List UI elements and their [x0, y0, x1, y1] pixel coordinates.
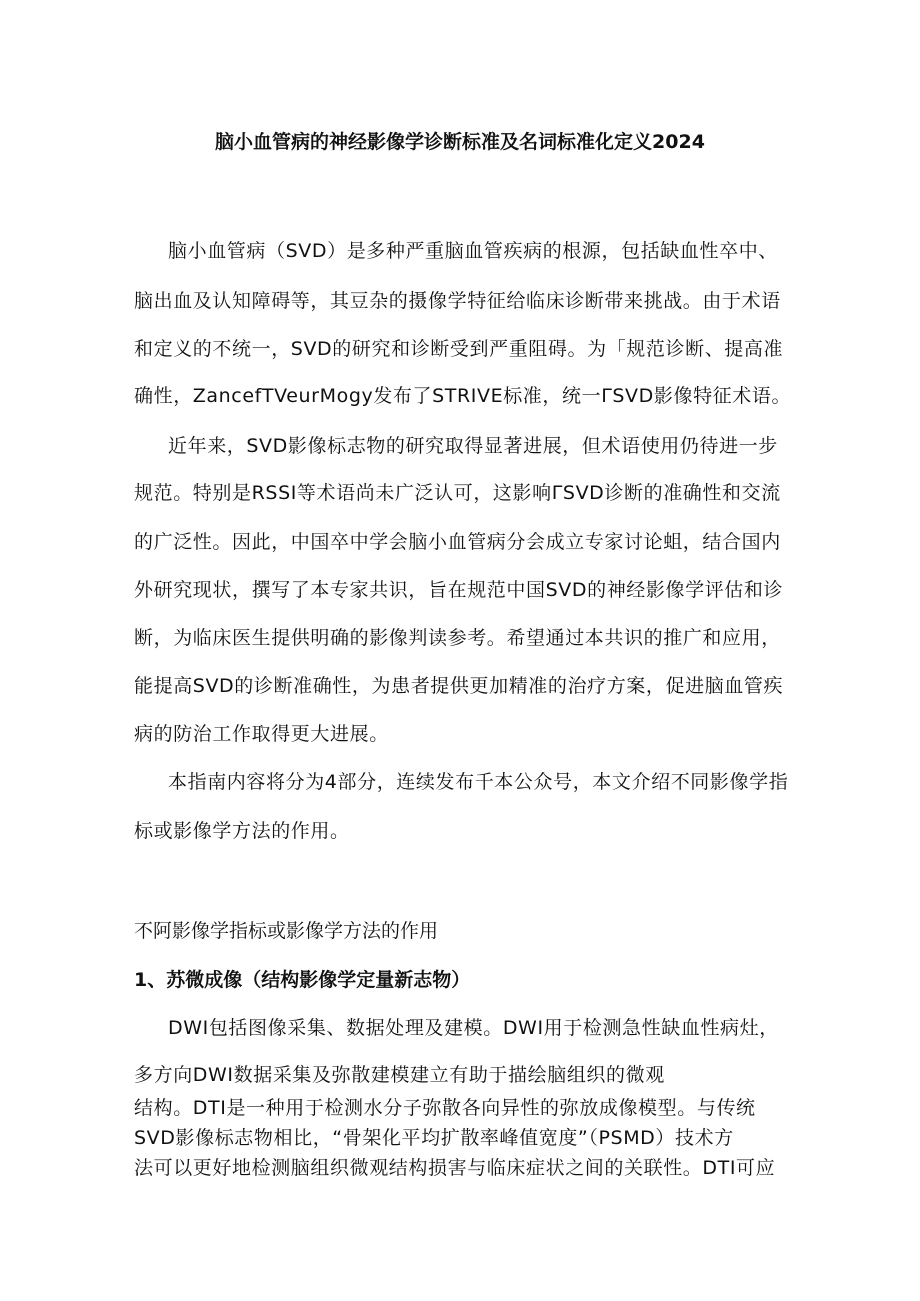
paragraph-line: 脑小血管病（SVD）是多种严重脑血管疾病的根源，包括缺血性卒中、: [168, 240, 778, 262]
body-line: 多方向DWI数据采集及弥散建模建立有助于描绘脑组织的微观: [134, 1064, 665, 1086]
subsection-heading: 1、苏微成像（结构影像学定量新志物）: [134, 969, 471, 991]
body-line: SVD影像标志物相比，“骨架化平均扩散率峰值宽度”（PSMD）技术方: [134, 1127, 734, 1149]
document-title: 脑小血管病的神经影像学诊断标准及名词标准化定义2024: [215, 131, 705, 153]
paragraph-line: 规范。特别是RSSI等术语尚未广泛认可，这影响ΓSVD诊断的准确性和交流: [134, 482, 781, 504]
paragraph-line: 能提高SVD的诊断准确性，为患者提供更加精准的治疗方案，促进脑血管疾: [134, 675, 784, 697]
section-heading: 不阿影像学指标或影像学方法的作用: [134, 920, 439, 942]
paragraph-line: 断，为临床医生提供明确的影像判读参考。希望通过本共识的推广和应用，: [134, 627, 781, 649]
paragraph-line: 病的防治工作取得更大进展。: [134, 723, 389, 745]
body-line: 结构。DTI是一种用于检测水分子弥散各向异性的弥放成像模型。与传统: [134, 1097, 756, 1119]
paragraph-line: 的广泛性。因此，中国卒中学会脑小血管病分会成立专家讨论蛆，结合国内: [134, 531, 781, 553]
paragraph-line: 和定义的不统一，SVD的研究和诊断受到严重阻碍。为「规范诊断、提高准: [134, 338, 784, 360]
body-line: 法可以更好地检测脑组织微观结构损害与临床症状之间的关联性。DTI可应: [134, 1157, 776, 1179]
paragraph-line: 外研究现状，撰写了本专家共识，旨在规范中国SVD的神经影像学评估和诊: [134, 579, 784, 601]
paragraph-line: 确性，ZancefTVeurMogy发布了STRIVE标准，统一ΓSVD影像特征术语。: [134, 385, 792, 407]
paragraph-line: 标或影像学方法的作用。: [134, 820, 350, 842]
paragraph-line: 脑出血及认知障碍等，其豆杂的摄像学特征给临床诊断带来挑战。由于术语: [134, 290, 781, 312]
paragraph-line: 本指南内容将分为4部分，连续发布千本公众号，本文介绍不同影像学指: [168, 771, 789, 793]
paragraph-line: 近年来，SVD影像标志物的研究取得显著进展，但术语使用仍待进一步: [168, 435, 778, 457]
body-line: DWI包括图像采集、数据处理及建模。DWI用于检测急性缺血性病灶，: [168, 1017, 779, 1039]
